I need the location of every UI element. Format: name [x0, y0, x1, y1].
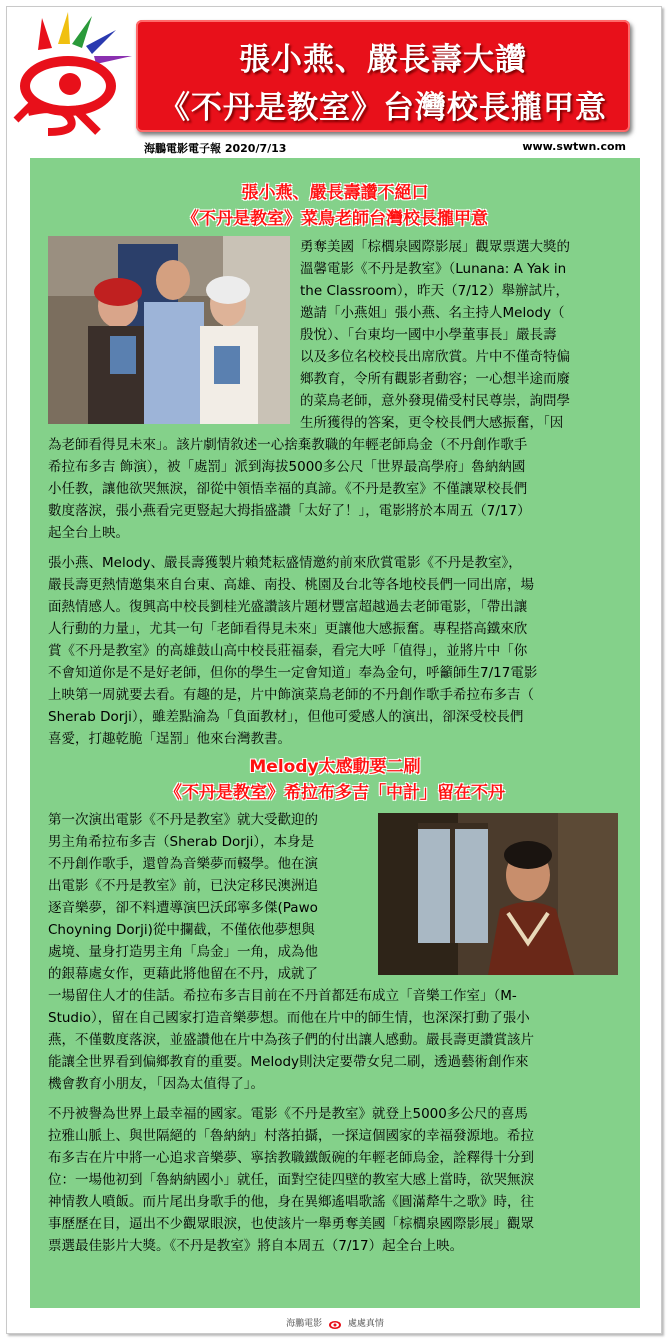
text-line: Choyning Dorji)從中攔截，不僅依他夢想與: [48, 922, 315, 938]
text-line: 鄉教育，令所有觀影者動容；一心想半途而廢: [300, 371, 570, 387]
text-line: 的菜鳥老師，意外發現備受村民尊崇，詢問學: [300, 393, 570, 409]
text-line: 處境、量身打造男主角「烏金」一角，成為他: [48, 944, 318, 960]
text-line: 機會教育小朋友，「因為太值得了」。: [48, 1076, 264, 1092]
text-line: 不丹被譽為世界上最幸福的國家。電影《不丹是教室》就登上5000多公尺的喜馬: [48, 1106, 528, 1122]
text-line: 第一次演出電影《不丹是教室》就大受歡迎的: [48, 812, 318, 828]
text-line: 喜愛，打趣乾脆「逞罰」他來台灣教書。: [48, 731, 291, 747]
footer-left: 海鵬電影: [286, 1319, 323, 1329]
actor-still-photo: [378, 813, 618, 975]
text-line: 逐音樂夢，卻不料遭導演巴沃邱寧多傑(Pawo: [48, 900, 318, 916]
section2-para1-wrapped: [48, 809, 370, 985]
premiere-group-photo: [48, 236, 290, 424]
text-line: 以及多位名校校長出席欣賞。片中不僅奇特偏: [300, 349, 570, 365]
text-line: 嚴長壽更熱情邀集來自台東、高雄、南投、桃園及台北等各地校長們一同出席，場: [48, 577, 534, 593]
section2-heading-2: 《不丹是教室》希拉布多吉「中計」留在不丹: [165, 783, 505, 803]
title-banner: [136, 20, 630, 132]
text-line: 不丹創作歌手，還曾為音樂夢而輟學。他在演: [48, 856, 318, 872]
swtwn-logo-icon: [8, 8, 136, 136]
text-line: 小任教，讓他欲哭無淚，卻從中領悟幸福的真諦。《不丹是教室》不僅讓眾校長們: [48, 481, 528, 497]
swtwn-small-logo-icon: [328, 1318, 342, 1330]
text-line: 神情教人噴飯。而片尾出身歌手的他，身在異鄉遙唱歌謠《圓滿犛牛之歌》時，往: [48, 1194, 534, 1210]
text-line: the Classroom），昨天（7/12）舉辦試片，: [300, 283, 569, 299]
section1-para1-full: [48, 434, 624, 544]
text-line: 邀請「小燕姐」張小燕、名主持人Melody（: [300, 305, 565, 321]
section1-heading-1: 張小燕、嚴長壽讚不絕口: [241, 183, 429, 203]
section1-para2: [48, 552, 624, 750]
section1-heading-2: 《不丹是教室》菜鳥老師台灣校長攏甲意: [182, 209, 488, 229]
text-line: 能讓全世界看到偏鄉教育的重要。Melody則決定要帶女兒二刷，透過藝術創作來: [48, 1054, 529, 1070]
text-line: 數度落淚，張小燕看完更豎起大拇指盛讚「太好了！」，電影將於本周五（7/17）: [48, 503, 531, 519]
text-line: 票選最佳影片大獎。《不丹是教室》將自本周五（7/17）起全台上映。: [48, 1238, 464, 1254]
text-line: 面熱情感人。復興高中校長劉桂光盛讚該片題材豐富超越過去老師電影，「帶出讓: [48, 599, 528, 615]
text-line: 溫馨電影《不丹是教室》（Lunana: A Yak in: [300, 261, 567, 277]
text-line: 上映第一周就要去看。有趣的是，片中飾演菜鳥老師的不丹創作歌手希拉布多吉（: [48, 687, 534, 703]
section2-heading-1: Melody太感動要二刷: [249, 757, 421, 777]
footer: [0, 1316, 670, 1330]
text-line: 起全台上映。: [48, 525, 129, 541]
text-line: 位：一場他初到「魯納納國小」就任，面對空徒四壁的教室大感上當時，欲哭無淚: [48, 1172, 534, 1188]
publication-date: 海鵬電影電子報 2020/7/13: [144, 142, 287, 155]
text-line: Sherab Dorji），雖差點淪為「負面教材」，但他可愛感人的演出，卻深受校長們: [48, 709, 524, 725]
text-line: 事歷歷在目，逼出不少觀眾眼淚，也使該片一舉勇奪美國「棕櫚泉國際影展」觀眾: [48, 1216, 534, 1232]
text-line: 拉雅山脈上、與世隔絕的「魯納納」村落拍攝，一探這個國家的幸福發源地。希拉: [48, 1128, 534, 1144]
title-line-2: 《不丹是教室》台灣校長攏甲意: [159, 90, 607, 126]
section2-para1-full: [48, 985, 624, 1095]
text-line: 張小燕、Melody、嚴長壽獲製片賴梵耘盛情邀約前來欣賞電影《不丹是教室》，: [48, 555, 522, 571]
text-line: 不會知道你是不是好老師，但你的學生一定會知道」奉為金句，呼籲師生7/17電影: [48, 665, 538, 681]
text-line: 出電影《不丹是教室》前，已決定移民澳洲追: [48, 878, 318, 894]
text-line: 人行動的力量」，尤其一句「老師看得見未來」更讓他大感振奮。專程搭高鐵來欣: [48, 621, 528, 637]
section1-para1-wrapped: [300, 236, 622, 434]
text-line: 殷悅）、「台東均一國中小學董事長」嚴長壽: [300, 327, 557, 343]
title-line-1: 張小燕、嚴長壽大讚: [239, 42, 527, 78]
section2-para2: [48, 1103, 624, 1257]
text-line: 勇奪美國「棕櫚泉國際影展」觀眾票選大獎的: [300, 239, 570, 255]
text-line: 生所獲得的答案，更令校長們大感振奮，「因: [300, 415, 564, 431]
text-line: 希拉布多吉 飾演），被「處罰」派到海拔5000多公尺「世界最高學府」魯納納國: [48, 459, 526, 475]
text-line: 為老師看得見未來」。該片劇情敘述一心捨棄教職的年輕老師烏金（不丹創作歌手: [48, 437, 528, 453]
text-line: 一場留住人才的佳話。希拉布多吉目前在不丹首都廷布成立「音樂工作室」（M-: [48, 988, 517, 1004]
footer-right: 處處真情: [347, 1319, 384, 1329]
text-line: 男主角希拉布多吉（Sherab Dorji），本身是: [48, 834, 315, 850]
text-line: 布多吉在片中將一心追求音樂夢、寧捨教職鐵飯碗的年輕老師烏金，詮釋得十分到: [48, 1150, 534, 1166]
text-line: Studio），留在自己國家打造音樂夢想。而他在片中的師生情，也深深打動了張小: [48, 1010, 530, 1026]
text-line: 賞《不丹是教室》的高雄鼓山高中校長莊福泰，看完大呼「值得」，並將片中「你: [48, 643, 528, 659]
website-url[interactable]: www.swtwn.com: [522, 140, 626, 153]
text-line: 燕，不僅數度落淚，並盛讚他在片中為孩子們的付出讓人感動。嚴長壽更讚賞該片: [48, 1032, 534, 1048]
text-line: 的銀幕處女作，更藉此將他留在不丹，成就了: [48, 966, 318, 982]
